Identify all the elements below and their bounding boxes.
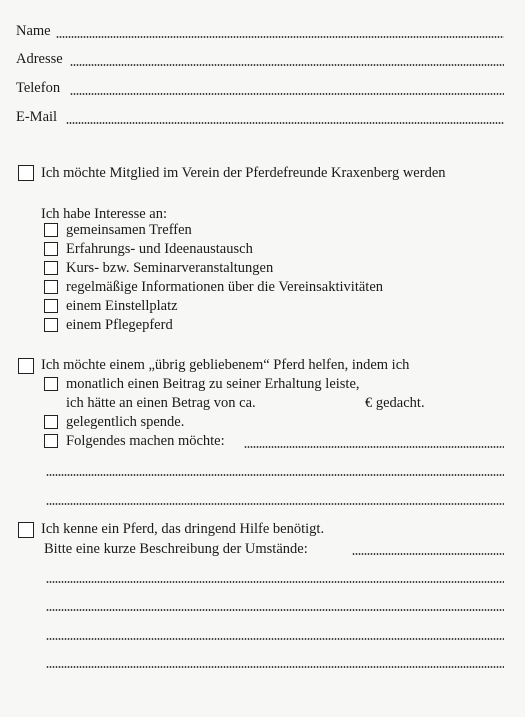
help-label: Ich möchte einem „übrig gebliebenem“ Pferd helfen, indem ich [41,357,410,373]
membership-checkbox[interactable] [18,165,34,181]
interest-label-stable-place: einem Einstellplatz [66,298,178,314]
phone-line[interactable] [70,93,504,95]
monthly-label: monatlich einen Beitrag zu seiner Erhaltung leiste, [66,376,360,392]
interest-label-information: regelmäßige Informationen über die Vereinsaktivitäten [66,279,384,295]
interest-checkbox-stable-place[interactable] [44,299,58,313]
address-label: Adresse [16,51,63,67]
email-label: E-Mail [16,109,58,125]
interest-checkbox-courses[interactable] [44,261,58,275]
help-checkbox[interactable] [18,358,34,374]
address-line[interactable] [70,64,504,66]
membership-label: Ich möchte Mitglied im Verein der Pferdefreunde Kraxenberg werden [41,165,446,181]
occasional-label: gelegentlich spende. [66,414,185,430]
interest-checkbox-meetings[interactable] [44,223,58,237]
email-line[interactable] [66,122,504,124]
interest-checkbox-information[interactable] [44,280,58,294]
other-checkbox[interactable] [44,434,58,448]
interest-label-courses: Kurs- bzw. Seminarveranstaltungen [66,260,274,276]
monthly-checkbox[interactable] [44,377,58,391]
other-line-1[interactable] [244,446,504,448]
description-line-1[interactable] [352,553,504,555]
report-checkbox[interactable] [18,522,34,538]
description-line-5[interactable] [46,666,504,668]
amount-suffix: € gedacht. [365,395,425,411]
description-label: Bitte eine kurze Beschreibung der Umstände: [44,541,308,557]
other-label: Folgendes machen möchte: [66,433,225,449]
interest-label-care-horse: einem Pflegepferd [66,317,173,333]
amount-prefix: ich hätte an einen Betrag von ca. [66,395,256,411]
other-line-2[interactable] [46,474,504,476]
interest-label-meetings: gemeinsamen Treffen [66,222,192,238]
amount-input[interactable] [290,393,362,411]
description-line-4[interactable] [46,638,504,640]
interest-checkbox-care-horse[interactable] [44,318,58,332]
occasional-checkbox[interactable] [44,415,58,429]
other-line-3[interactable] [46,503,504,505]
description-line-2[interactable] [46,581,504,583]
name-line[interactable] [56,36,504,38]
interest-checkbox-exchange[interactable] [44,242,58,256]
report-label: Ich kenne ein Pferd, das dringend Hilfe benötigt. [41,521,325,537]
interest-label-exchange: Erfahrungs- und Ideenaustausch [66,241,253,257]
phone-label: Telefon [16,80,61,96]
interests-heading: Ich habe Interesse an: [41,206,168,222]
description-line-3[interactable] [46,609,504,611]
name-label: Name [16,23,51,39]
